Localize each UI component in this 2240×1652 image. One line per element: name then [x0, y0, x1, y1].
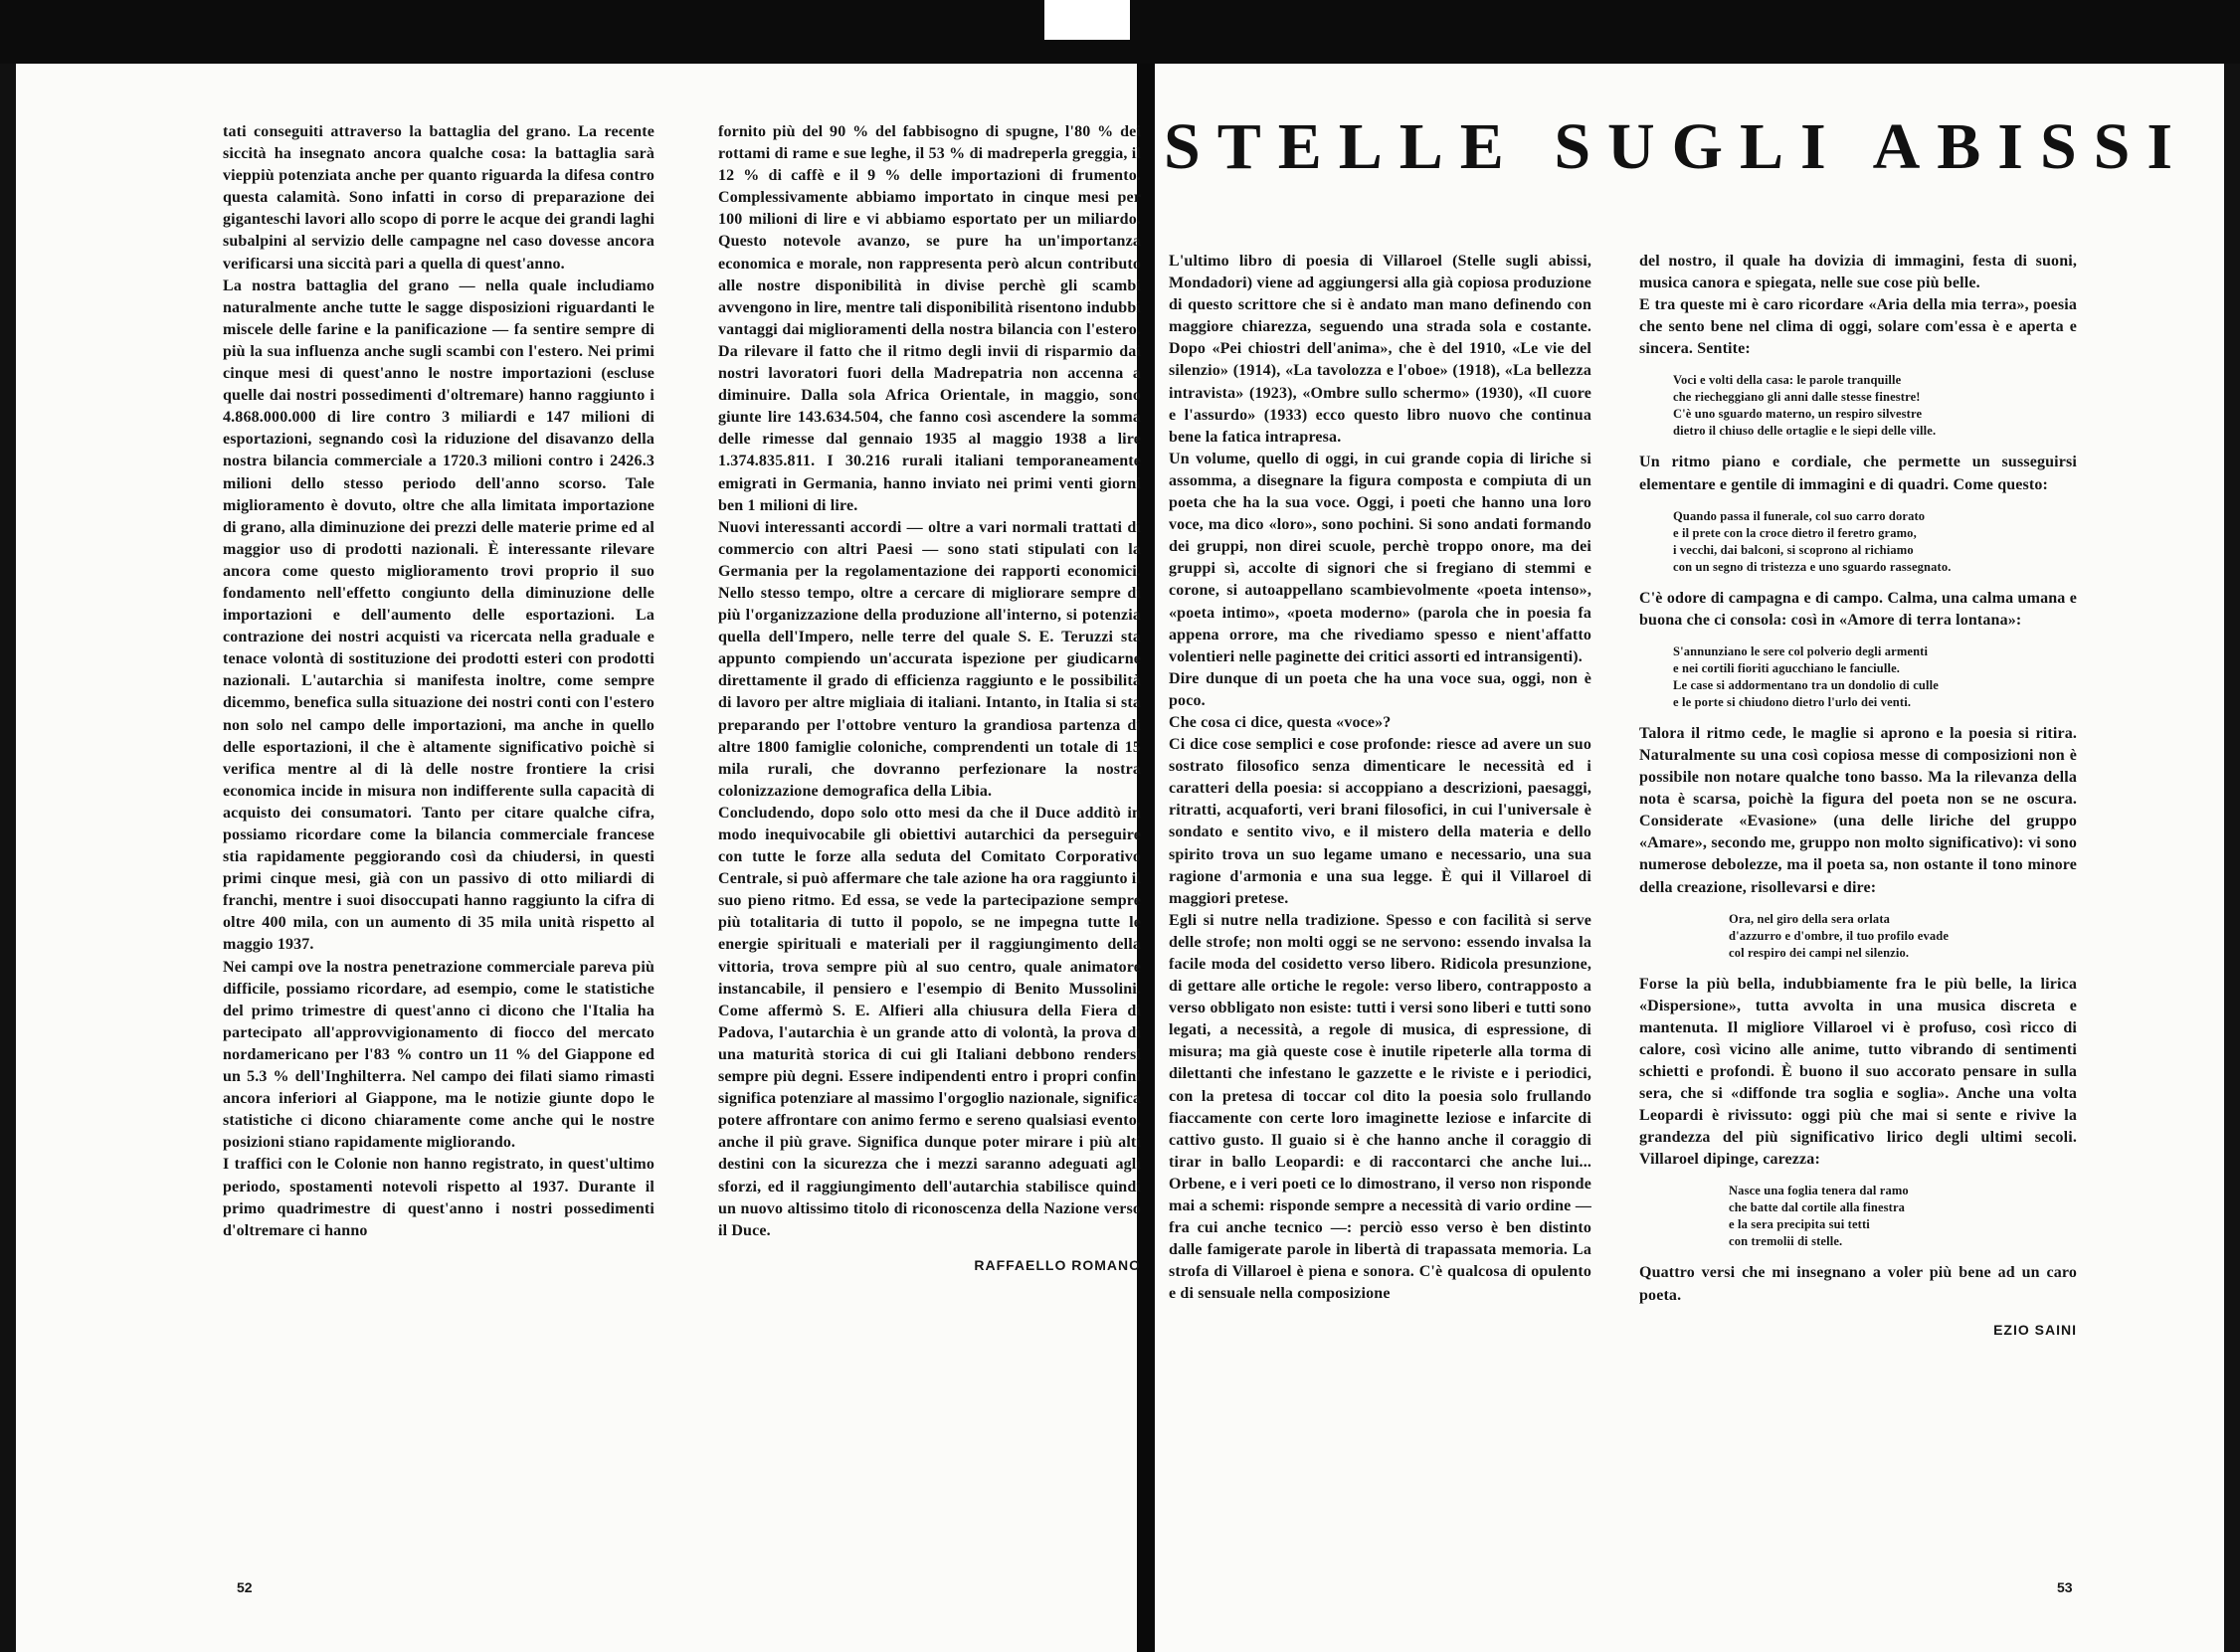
poem-line: e il prete con la croce dietro il feretro gramo,: [1673, 525, 1917, 540]
paragraph: Dire dunque di un poeta che ha una voce sua, oggi, non è poco.: [1169, 669, 1591, 709]
poem-line: Le case si addormentano tra un dondolio di culle: [1673, 677, 1939, 692]
paragraph: Nei campi ove la nostra penetrazione commerciale pareva più difficile, possiamo ricordare, ad esempio, come le statistiche del primo trimestre di quest'anno ci dicono che l'Italia ha partecipato all'approvvigionamento di fiocco del mercato nordamericano per l'83 % contro un 11 % del Giappone ed un 5.3 % dell'Inghilterra. Nel campo dei filati siamo rimasti ancora inferiori al Giappone, ma le notizie giunte dopo le statistiche ci dicono chiaramente come anche qui le nostre posizioni stiano rapidamente migliorando.: [223, 958, 654, 1152]
poem-line: e la sera precipita sui tetti: [1729, 1217, 1870, 1232]
poem-line: e nei cortili fioriti agucchiano le fanciulle.: [1673, 660, 1901, 675]
poem-line: Quando passa il funerale, col suo carro dorato: [1673, 508, 1926, 523]
poem-quote-5: [1729, 1183, 2077, 1250]
article-title: STELLE SUGLI ABISSI: [1164, 110, 2190, 183]
paragraph: E tra queste mi è caro ricordare «Aria della mia terra», poesia che sento bene nel clima di oggi, solare com'essa è e aperta e sincera. Sentite:: [1639, 296, 2077, 358]
paragraph: Un volume, quello di oggi, in cui grande copia di liriche si assomma, a disegnare la figura composta e compiuta di un poeta che ha la sua voce. Oggi, i poeti che hanno una loro voce, ma dico «loro», sono pochini. Si sono andati formando dei gruppi, non direi scuole, perchè troppo onore, ma dei gruppi sì, accolte di signori che si fregiano di stemmi e corone, si autoappellano scambievolmente «poeta intenso», «poeta intimo», «poeta moderno» (parola che in poesia fa appena orrore, ma che rivediamo spesso e nient'affatto volentieri nelle paginette dei critici assorti ed intransigenti).: [1169, 450, 1591, 665]
paragraph: fornito più del 90 % del fabbisogno di spugne, l'80 % dei rottami di rame e sue leghe, il 53 % di madreperla greggia, il 12 % di caffè e il 9 % delle importazioni di frumento. Complessivamente abbiamo importato in cinque mesi per 100 milioni di lire e vi abbiamo esportato per un miliardo. Questo notevole avanzo, se pure ha un'importanza economica e morale, non rappresenta però alcun contributo alle nostre disponibilità in divise perchè gli scambi avvengono in lire, mentre tali disponibilità risentono indubbi vantaggi dai miglioramenti della nostra bilancia con l'estero. Da rilevare il fatto che il ritmo degli invii di risparmio dai nostri lavoratori fuori della Madrepatria non accenna a diminuire. Dalla sola Africa Orientale, in maggio, sono giunte lire 143.634.504, che fanno così ascendere la somma delle rimesse dal gennaio 1935 al maggio 1938 a lire 1.374.835.811. I 30.216 rurali italiani temporaneamente emigrati in Germania, hanno inviato nei primi venti giorni ben 1 milioni di lire.: [718, 123, 1141, 514]
poem-line: Ora, nel giro della sera orlata: [1729, 911, 1891, 926]
poem-line: Voci e volti della casa: le parole tranquille: [1673, 373, 1902, 388]
poem-line: e le porte si chiudono dietro l'urlo dei venti.: [1673, 694, 1912, 709]
poem-line: che riecheggiano gli anni dalle stesse finestre!: [1673, 390, 1921, 405]
paragraph: Che cosa ci dice, questa «voce»?: [1169, 713, 1392, 731]
poem-quote-3: [1673, 643, 2077, 711]
poem-line: i vecchi, dai balconi, si scoprono al richiamo: [1673, 542, 1914, 557]
scan-left-edge: [0, 64, 16, 1652]
paragraph: I traffici con le Colonie non hanno registrato, in quest'ultimo periodo, spostamenti notevoli rispetto al 1937. Durante il primo quadrimestre di quest'anno i nostri possedimenti d'oltremare ci hanno: [223, 1156, 654, 1239]
paragraph: Ci dice cose semplici e cose profonde: riesce ad avere un suo sostrato filosofico senza dimenticare le necessità ed i caratteri della poesia: si accoppiano a descrizioni, paesaggi, ritratti, acquaforti, veri brani filosofici, in cui l'universale è sondato e sentito vivo, e il mistero della materia e dello spirito trova un suo legame umano e necessario, una sua ragione d'armonia e una sua legge. È qui il Villaroel di maggiori pretese.: [1169, 736, 1591, 907]
paragraph: Forse la più bella, indubbiamente fra le più belle, la lirica «Dispersione», tutta avvolta in una musica discreta e mantenuta. Il migliore Villaroel vi è profuso, così ricco di calore, così vicino alle anime, tutto vibrando di sentimenti schietti e profondi. È buono il suo accorato pensare in sulla sera, che si «diffonde tra soglia e soglia». Anche una volta Leopardi è rivissuto: oggi più che mai si sente e rivive la grandezza del più significativo lirico degli ultimi secoli. Villaroel dipinge, carezza:: [1639, 975, 2077, 1169]
poem-line: che batte dal cortile alla finestra: [1729, 1200, 1906, 1215]
paragraph: del nostro, il quale ha dovizia di immagini, festa di suoni, musica canora e spiegata, nelle sue cose più belle.: [1639, 253, 2077, 292]
paragraph: Egli si nutre nella tradizione. Spesso e con facilità si serve delle strofe; non molti oggi se ne servono: essendo invalsa la facile moda del cosidetto verso libero. Ridicola presunzione, di gettare alle ortiche le regole: verso libero, contrapposto a verso obbligato non esiste: tutti i versi sono liberi e tutti sono legati, a necessità, a regole di musica, di espressione, di misura; ma già queste cose è inutile ripeterle alla torma di dilettanti che infestano le gazzette e le riviste e i periodici, con la pretesa di toccar col dito la poesia solo frullando fiaccamente con certe loro imaginette leziose e infarcite di cattivo gusto. Il guaio si è che hanno anche il coraggio di tirar in ballo Leopardi: e di raccontarci che anche lui... Orbene, e i veri poeti ce lo dimostrano, il verso non risponde mai a schemi: risponde sempre a necessità di vario ordine — fra cui anche tecnico —: perciò esso verso è ben distinto dalle famigerate parole in libertà di trapassata memoria. La strofa di Villaroel è piena e sonora. C'è qualcosa di opulento e di sensuale nella composizione: [1169, 911, 1591, 1303]
page-number-right: 53: [2057, 1579, 2073, 1595]
page-number-left: 52: [237, 1579, 253, 1595]
poem-line: con un segno di tristezza e uno sguardo rassegnato.: [1673, 559, 1952, 574]
poem-quote-1: [1673, 372, 2077, 440]
paragraph: C'è odore di campagna e di campo. Calma, una calma umana e buona che ci consola: così in «Amore di terra lontana»:: [1639, 589, 2077, 629]
poem-line: S'annunziano le sere col polverio degli armenti: [1673, 643, 1929, 658]
poem-quote-4: [1729, 911, 2077, 962]
author-signature-left: RAFFAELLO ROMANO: [974, 1256, 1141, 1273]
paragraph: Concludendo, dopo solo otto mesi da che il Duce additò in modo inequivocabile gli obiettivi autarchici da perseguire con tutte le forze alla seduta del Comitato Corporativo Centrale, si può affermare che tale azione ha ora raggiunto il suo pieno ritmo. Ed essa, se vede la partecipazione sempre più totalitaria di tutto il popolo, se ne impegna tutte le energie spirituali e materiali per il raggiungimento della vittoria, trova sempre più al suo centro, quale animatore instancabile, il pensiero e l'esempio di Benito Mussolini. Come affermò S. E. Alfieri alla chiusura della Fiera di Padova, l'autarchia è un grande atto di volontà, la prova di una maturità storica di cui gli Italiani debbono rendersi sempre più degni. Essere indipendenti entro i propri confini significa potenziare al massimo l'orgoglio nazionale, significa potere affrontare con animo fermo e sereno qualsiasi evento, anche il più grave. Significa dunque poter mirare i più alti destini con la sicurezza che i mezzi saranno adeguati agli sforzi, ed il raggiungimento dell'autarchia stabilisce quindi un nuovo altissimo titolo di riconoscenza della Nazione verso il Duce.: [718, 804, 1141, 1239]
scan-top-notch: [1044, 0, 1130, 40]
poem-line: col respiro dei campi nel silenzio.: [1729, 945, 1910, 960]
paragraph: tati conseguiti attraverso la battaglia del grano. La recente siccità ha insegnato ancora qualche cosa: la battaglia sarà vieppiù potenziata anche per quanto riguarda la difesa contro questa calamità. Sono infatti in corso di preparazione dei giganteschi lavori allo scopo di porre le acque dei grandi laghi subalpini al servizio delle campagne nel caso dovesse ancora verificarsi una siccità pari a quella di quest'anno.: [223, 123, 654, 273]
author-signature-right: EZIO SAINI: [1993, 1321, 2077, 1338]
poem-line: C'è uno sguardo materno, un respiro silvestre: [1673, 407, 1923, 422]
right-page-column-2: [1639, 251, 2077, 1573]
paragraph: Quattro versi che mi insegnano a voler più bene ad un caro poeta.: [1639, 1264, 2077, 1304]
paragraph: Talora il ritmo cede, le maglie si aprono e la poesia si ritira. Naturalmente su una così copiosa messe di composizioni non è possibile non notare qualche tono basso. Ma la rilevanza della nota è scarsa, poichè la figura del poeta non se ne oscura. Considerate «Evasione» (una delle liriche del gruppo «Amare», secondo me, gruppo non molto significativo): vi sono numerose debolezze, ma il poeta sa, non ostante il tono minore della creazione, risollevarsi e dire:: [1639, 724, 2077, 896]
right-page-column-1: [1169, 251, 1591, 1573]
paragraph: Un ritmo piano e cordiale, che permette un susseguirsi elementare e gentile di immagini e di quadri. Come questo:: [1639, 454, 2077, 493]
poem-quote-2: [1673, 508, 2077, 576]
scan-right-edge: [2224, 64, 2240, 1652]
poem-line: d'azzurro e d'ombre, il tuo profilo evade: [1729, 928, 1950, 943]
paragraph: L'ultimo libro di poesia di Villaroel (Stelle sugli abissi, Mondadori) viene ad aggiungersi alla già copiosa produzione di questo scrittore che si è andato man mano definendo con maggiore chiarezza, seguendo una strada sola e costante. Dopo «Pei chiostri dell'anima», che è del 1910, «Le vie del silenzio» (1914), «La tavolozza e l'oboe» (1918), «La bellezza intravista» (1923), «Ombre sullo schermo» (1930), «Il cuore e l'assurdo» (1933) ecco questo libro nuovo che continua bene la fatica intrapresa.: [1169, 253, 1591, 446]
paragraph: La nostra battaglia del grano — nella quale includiamo naturalmente anche tutte le sagge disposizioni riguardanti le miscele delle farine e la panificazione — fa sentire sempre di più la sua influenza anche sugli scambi con l'estero. Nei primi cinque mesi di quest'anno le nostre importazioni (escluse quelle dai nostri possedimenti d'oltremare) hanno raggiunto i 4.868.000.000 di lire contro 3 miliardi e 147 milioni di esportazioni, segnando così la riduzione del disavanzo della nostra bilancia commerciale a 1720.3 milioni contro i 2426.3 milioni dello stesso periodo dell'anno scorso. Tale miglioramento è dovuto, oltre che alla limitata importazione di grano, alla diminuzione dei prezzi delle materie prime ed al maggior uso di prodotti nazionali. È interessante rilevare ancora come questo miglioramento trovi proprio il suo fondamento nell'effetto congiunto della diminuzione delle importazioni e dell'aumento delle esportazioni. La contrazione dei nostri acquisti va ricercata nella graduale e tenace volontà di sostituzione dei prodotti esteri con prodotti nazionali. L'autarchia si manifesta inoltre, come sempre dicemmo, benefica sulla situazione dei nostri conti con l'estero non solo nel campo delle importazioni, ma anche in quello delle esportazioni, il che è altamente significativo poichè si verifica mentre al di là delle nostre frontiere la crisi economica incide in misura non indifferente sulla capacità di acquisto dei consumatori. Tanto per citare qualche cifra, possiamo ricordare come la bilancia commerciale francese stia rapidamente peggiorando così da chiudersi, in questi primi cinque mesi, già con un passivo di otto miliardi di franchi, mentre i suoi disoccupati hanno raggiunto la cifra di oltre 400 mila, con un aumento di 35 mila unità rispetto al maggio 1937.: [223, 276, 654, 954]
paragraph: Nuovi interessanti accordi — oltre a vari normali trattati di commercio con altri Paesi — sono stati stipulati con la Germania per la regolamentazione dei rapporti economici. Nello stesso tempo, oltre a cercare di migliorare sempre di più l'organizzazione della produzione all'interno, si potenzia quella dell'Impero, nelle terre del quale S. E. Teruzzi sta appunto compiendo un'accurata ispezione per giudicarne direttamente il grado di efficienza raggiunto e le possibilità di lavoro per altre migliaia di italiani. Intanto, in Italia si sta preparando per l'ottobre venturo la grandiosa partenza di altre 1800 famiglie coloniche, comprendenti un totale di 15 mila rurali, che dovranno perfezionare la nostra colonizzazione demografica della Libia.: [718, 518, 1141, 800]
left-page-column-2: [718, 121, 1141, 1414]
poem-line: Nasce una foglia tenera dal ramo: [1729, 1184, 1909, 1198]
poem-line: con tremolii di stelle.: [1729, 1234, 1843, 1249]
poem-line: dietro il chiuso delle ortaglie e le siepi delle ville.: [1673, 424, 1937, 439]
left-page-column-1: [223, 121, 654, 1414]
